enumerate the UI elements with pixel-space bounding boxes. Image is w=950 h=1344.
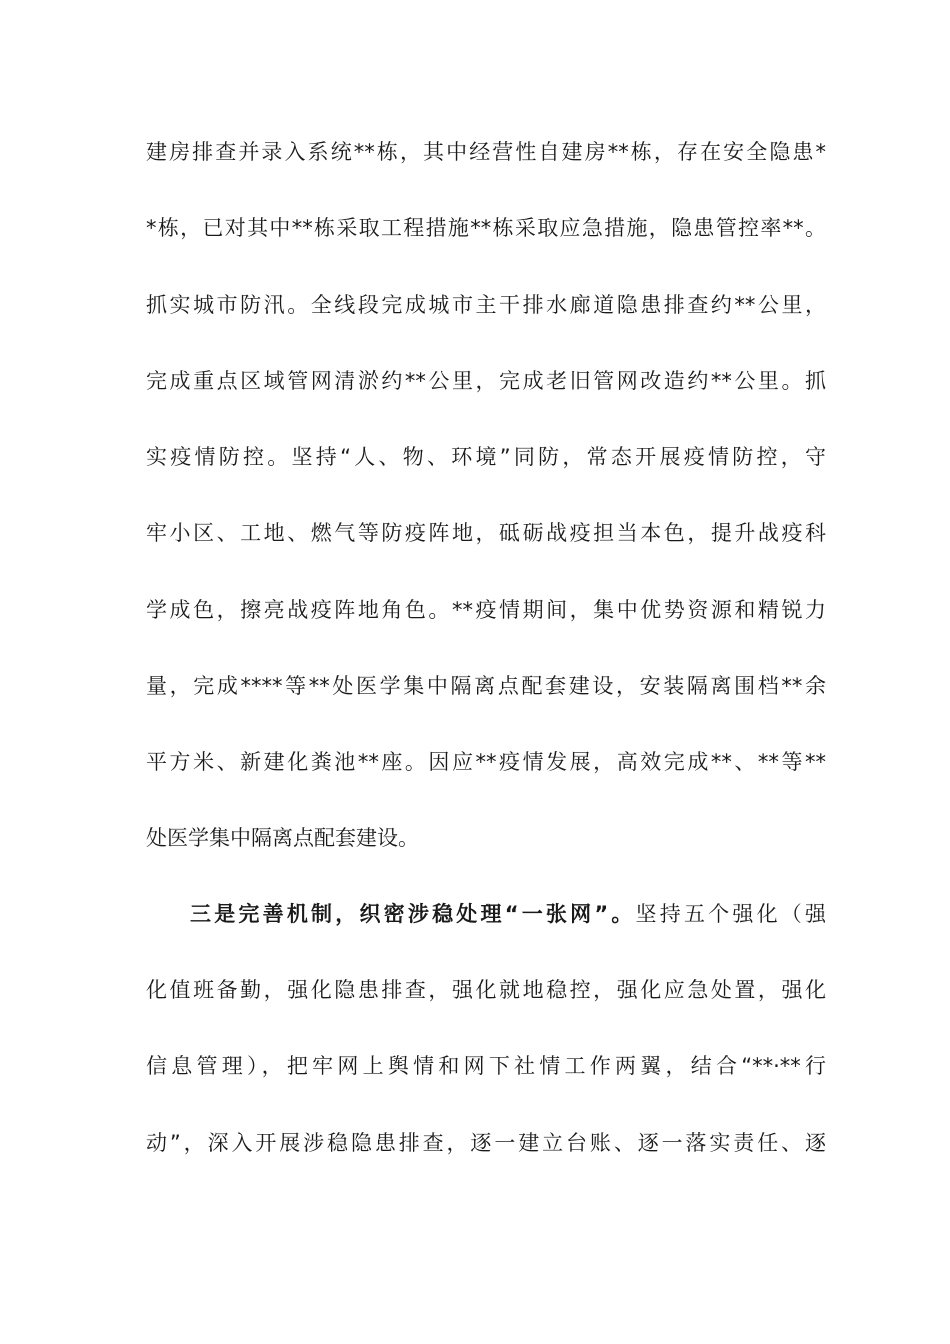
section-heading: 三是完善机制，织密涉稳处理“一张网”。 (190, 902, 636, 926)
paragraph-line: 处医学集中隔离点配套建设。 (146, 826, 419, 850)
paragraph-line: 信息管理），把牢网上舆情和网下社情工作两翼，结合“**·**行 (146, 1054, 826, 1078)
paragraph-line: *栋，已对其中**栋采取工程措施**栋采取应急措施，隐患管控率**。 (146, 216, 826, 240)
paragraph-line: 完成重点区域管网清淤约**公里，完成老旧管网改造约**公里。抓 (146, 369, 826, 393)
paragraph-line: 牢小区、工地、燃气等防疫阵地，砥砺战疫担当本色，提升战疫科 (146, 521, 826, 545)
paragraph-line: 抓实城市防汛。全线段完成城市主干排水廊道隐患排查约**公里， (146, 293, 826, 317)
paragraph-line: 建房排查并录入系统**栋，其中经营性自建房**栋，存在安全隐患* (146, 140, 826, 164)
paragraph-line: 量，完成****等**处医学集中隔离点配套建设，安装隔离围档**余 (146, 674, 826, 698)
paragraph-line: 学成色，擦亮战疫阵地角色。**疫情期间，集中优势资源和精锐力 (146, 598, 826, 622)
paragraph-line: 动”，深入开展涉稳隐患排查，逐一建立台账、逐一落实责任、逐 (146, 1131, 826, 1155)
paragraph-line: 实疫情防控。坚持“人、物、环境”同防，常态开展疫情防控，守 (146, 445, 826, 469)
section-heading-line (190, 899, 826, 929)
paragraph-line: 平方米、新建化粪池**座。因应**疫情发展，高效完成**、**等** (146, 750, 826, 774)
paragraph-text: 坚持五个强化（强 (635, 902, 826, 926)
paragraph-line: 化值班备勤，强化隐患排查，强化就地稳控，强化应急处置，强化 (146, 978, 826, 1002)
